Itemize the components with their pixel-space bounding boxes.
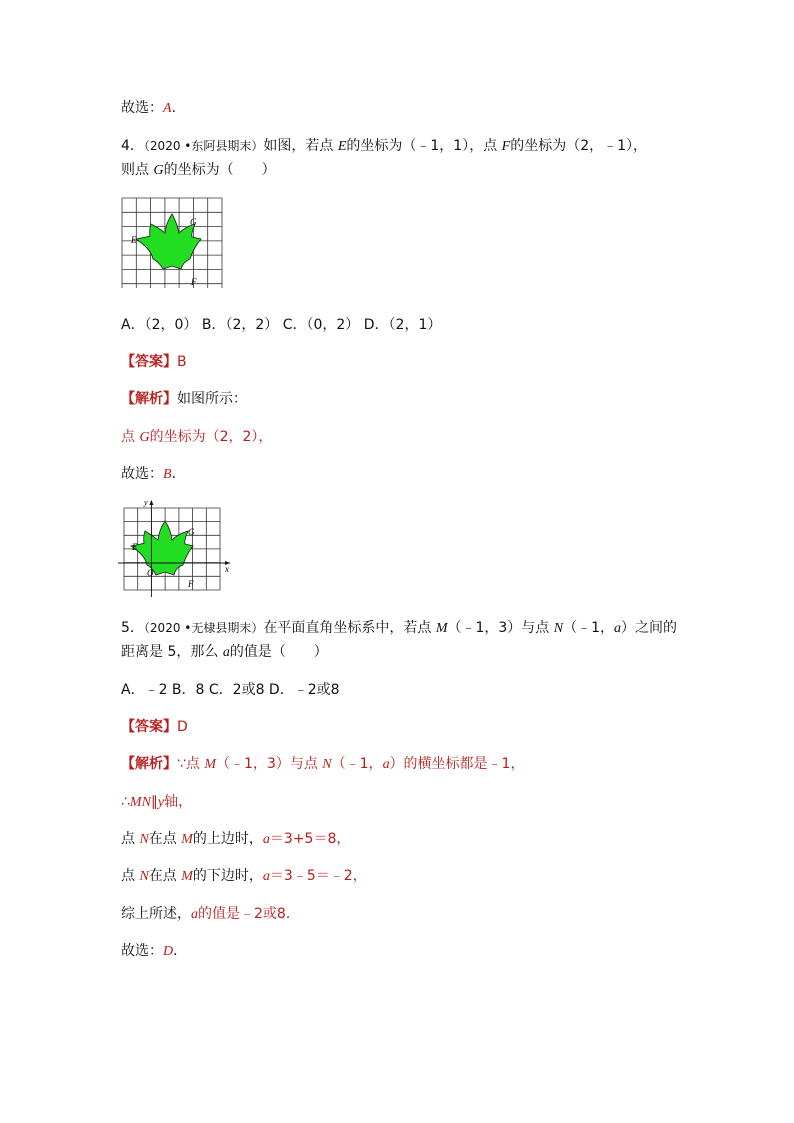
- q4-text-a: 如图，若点: [263, 138, 338, 154]
- q5-text-b: （﹣1，3）与点: [447, 620, 554, 636]
- q5-s4-n: N: [139, 869, 149, 884]
- q5-s3-d: ＝3+5＝8，: [269, 831, 351, 847]
- q5-s2-a: ∴: [121, 794, 130, 810]
- q5-s5-var-a: a: [191, 907, 198, 922]
- q4-analysis-text: 如图所示：: [177, 391, 247, 407]
- label-x-axis: x: [225, 564, 229, 574]
- q4-solution-line: [121, 428, 272, 447]
- q5-solution-line3: [121, 830, 350, 849]
- q4-answer-line: [121, 353, 187, 371]
- q4-source: （2020 •东阿县期末）: [143, 139, 264, 153]
- q5-point-m: M: [435, 621, 448, 636]
- q4-line2-b: 的坐标为（ ）: [163, 162, 276, 178]
- q4-analysis-line: [121, 390, 247, 408]
- top-answer-prefix: 故选：: [121, 100, 163, 116]
- q5-s2-c: 轴，: [164, 794, 193, 810]
- q4-sol-g: G: [139, 430, 150, 445]
- q4-analysis-label: 【解析】: [121, 391, 177, 407]
- q4-point-g: G: [153, 163, 164, 178]
- q5-s1-m: M: [204, 757, 217, 772]
- y-axis-arrow: [149, 500, 153, 505]
- q5-line2: [121, 643, 328, 662]
- q5-s4-b: 在点: [148, 868, 182, 884]
- q5-source: （2020 •无棣县期末）: [143, 621, 264, 635]
- q5-s4-m: M: [181, 869, 193, 884]
- leaf-shape-2: [131, 521, 193, 575]
- q5-s2-y: y: [157, 795, 165, 810]
- q4-point-f: F: [501, 139, 511, 154]
- label-e: E: [131, 235, 137, 245]
- q5-s4-var-a: a: [262, 869, 270, 884]
- q5-final-line: [121, 942, 178, 961]
- q5-text-a: 在平面直角坐标系中，若点: [263, 620, 436, 636]
- q5-final-prefix: 故选：: [121, 943, 163, 959]
- q5-solution-line4: [121, 867, 367, 886]
- q5-s5-a: 综上所述，: [121, 906, 191, 922]
- q5-number: 5．: [121, 620, 144, 636]
- q5-line2-b: 的值是（ ）: [229, 644, 328, 660]
- q5-options: A．﹣2 B．8 C．2或8 D．﹣2或8: [121, 682, 340, 698]
- q5-s4-c: 的下边时，: [192, 868, 263, 884]
- q5-text-d: ）之间的: [621, 620, 678, 636]
- q4-answer-value: B: [177, 354, 187, 370]
- q5-s1-n: N: [322, 757, 332, 772]
- q4-final-prefix: 故选：: [121, 466, 163, 482]
- q5-var-a: a: [614, 621, 622, 636]
- q4-answer-label: 【答案】: [121, 354, 177, 370]
- q5-s4-a: 点: [121, 868, 140, 884]
- q5-s3-var-a: a: [262, 832, 270, 847]
- q4-line2: [121, 161, 276, 180]
- q5-s1-c: （﹣1，: [331, 756, 383, 772]
- q5-solution-line1: [121, 755, 524, 774]
- q5-answer-line: [121, 718, 188, 736]
- q4-number: 4．: [121, 138, 144, 154]
- label-g-2: G: [188, 527, 195, 537]
- q4-sol-a: 点: [121, 429, 140, 445]
- q5-analysis-label: 【解析】: [121, 756, 177, 772]
- q5-solution-line2: [121, 793, 192, 812]
- q5-answer-value: D: [177, 719, 188, 735]
- q5-s2-mn: MN: [129, 795, 151, 810]
- q5-line2-var-a: a: [222, 645, 230, 660]
- q4-figure-grid: [121, 197, 227, 293]
- q5-s3-a: 点: [121, 831, 140, 847]
- q5-solution-line5: [121, 905, 300, 924]
- q4-final-letter: B: [163, 467, 172, 482]
- q5-s4-d: ＝3﹣5＝﹣2，: [269, 868, 367, 884]
- label-f: F: [191, 277, 197, 287]
- q5-final-suffix: .: [173, 943, 178, 959]
- q5-s5-b: 的值是﹣2或8．: [198, 906, 300, 922]
- q5-s1-var-a: a: [382, 757, 390, 772]
- top-answer-line: [121, 99, 176, 118]
- q4-sol-b: 的坐标为（2，2），: [149, 429, 273, 445]
- q5-s1-b: （﹣1，3）与点: [216, 756, 323, 772]
- q5-s2-b: ∥: [150, 794, 158, 810]
- label-e-2: E: [132, 542, 138, 552]
- q4-text-c: 的坐标为（2，﹣1），: [510, 138, 648, 154]
- label-g: G: [190, 217, 197, 227]
- q5-point-n: N: [553, 621, 564, 636]
- top-answer-suffix: .: [171, 100, 177, 116]
- q5-s1-a: ∵点: [177, 756, 205, 772]
- q5-s3-c: 的上边时，: [192, 831, 263, 847]
- q5-line1: [121, 619, 677, 638]
- q4-solution-figure: [118, 495, 234, 597]
- q5-text-c: （﹣1，: [563, 620, 615, 636]
- q5-s3-b: 在点: [148, 831, 182, 847]
- q4-final-suffix: .: [171, 466, 177, 482]
- q4-options: A．（2，0） B．（2，2） C．（0，2） D．（2，1）: [121, 317, 442, 333]
- q5-line2-text: 距离是 5，那么: [121, 644, 223, 660]
- q4-line1: [121, 137, 647, 156]
- q5-s1-d: ）的横坐标都是﹣1，: [389, 756, 525, 772]
- q5-final-letter: D: [163, 944, 174, 959]
- q5-s3-m: M: [181, 832, 193, 847]
- label-y-axis: y: [144, 498, 148, 507]
- q4-text-b: 的坐标为（﹣1，1），点: [346, 138, 502, 154]
- top-answer-letter: A: [163, 101, 172, 116]
- q5-s3-n: N: [139, 832, 149, 847]
- q5-answer-label: 【答案】: [121, 719, 177, 735]
- q4-point-e: E: [337, 139, 347, 154]
- label-o: O: [147, 568, 154, 578]
- label-f-2: F: [188, 579, 194, 589]
- q4-final-line: [121, 465, 176, 484]
- q4-line2-a: 则点: [121, 162, 154, 178]
